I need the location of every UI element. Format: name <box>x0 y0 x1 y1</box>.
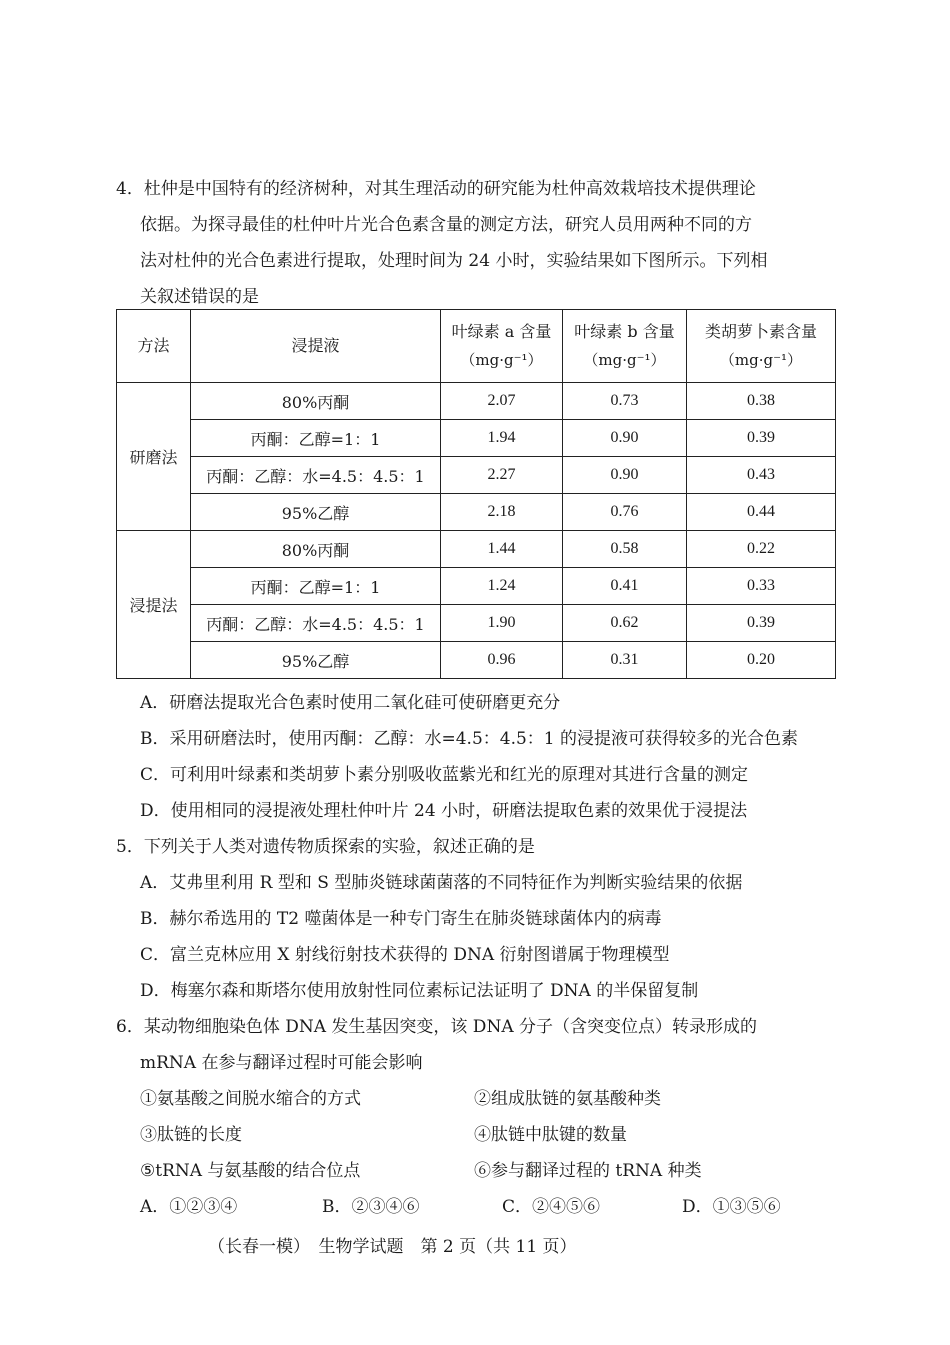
chl-a-cell: 1.94 <box>441 420 563 457</box>
header-carotenoid: 类胡萝卜素含量 （mg·g⁻¹） <box>687 310 836 383</box>
solvent-cell: 丙酮：乙醇：水=4.5：4.5：1 <box>191 457 441 494</box>
chl-a-cell: 0.96 <box>441 642 563 679</box>
q4-option-c: C．可利用叶绿素和类胡萝卜素分别吸收蓝紫光和红光的原理对其进行含量的测定 <box>140 765 749 785</box>
chl-a-cell: 1.24 <box>441 568 563 605</box>
header-chl-b: 叶绿素 b 含量 （mg·g⁻¹） <box>563 310 687 383</box>
chl-b-cell: 0.76 <box>563 494 687 531</box>
chl-b-cell: 0.62 <box>563 605 687 642</box>
carotenoid-cell: 0.20 <box>687 642 836 679</box>
solvent-cell: 95%乙醇 <box>191 494 441 531</box>
carotenoid-cell: 0.22 <box>687 531 836 568</box>
q4-stem-line-2: 依据。为探寻最佳的杜仲叶片光合色素含量的测定方法，研究人员用两种不同的方 <box>140 215 752 235</box>
header-solvent: 浸提液 <box>191 310 441 383</box>
carotenoid-cell: 0.39 <box>687 420 836 457</box>
carotenoid-cell: 0.44 <box>687 494 836 531</box>
chl-a-cell: 1.44 <box>441 531 563 568</box>
method-immersion: 浸提法 <box>117 531 191 679</box>
carotenoid-cell: 0.33 <box>687 568 836 605</box>
solvent-cell: 80%丙酮 <box>191 531 441 568</box>
chl-a-cell: 2.27 <box>441 457 563 494</box>
chl-a-cell: 1.90 <box>441 605 563 642</box>
q6-item-3: ③肽链的长度 <box>140 1125 242 1145</box>
table-row <box>117 383 836 420</box>
q6-option-b: B．②③④⑥ <box>322 1197 420 1217</box>
q5-option-a: A．艾弗里利用 R 型和 S 型肺炎链球菌菌落的不同特征作为判断实验结果的依据 <box>140 873 743 893</box>
q5-option-b: B．赫尔希选用的 T2 噬菌体是一种专门寄生在肺炎链球菌体内的病毒 <box>140 909 662 929</box>
q4-stem-line-3: 法对杜仲的光合色素进行提取，处理时间为 24 小时，实验结果如下图所示。下列相 <box>140 251 768 271</box>
q4-option-a: A．研磨法提取光合色素时使用二氧化硅可使研磨更充分 <box>140 693 561 713</box>
chl-b-cell: 0.90 <box>563 420 687 457</box>
table-row <box>117 605 836 642</box>
q4-stem-line-4: 关叙述错误的是 <box>140 287 259 307</box>
q6-option-c: C．②④⑤⑥ <box>502 1197 601 1217</box>
q5-option-d: D．梅塞尔森和斯塔尔使用放射性同位素标记法证明了 DNA 的半保留复制 <box>140 981 699 1001</box>
q6-stem-line-1: 6．某动物细胞染色体 DNA 发生基因突变，该 DNA 分子（含突变位点）转录形成的 <box>116 1017 757 1037</box>
q6-item-4: ④肽链中肽键的数量 <box>474 1125 627 1145</box>
q6-item-2: ②组成肽链的氨基酸种类 <box>474 1089 661 1109</box>
solvent-cell: 丙酮：乙醇：水=4.5：4.5：1 <box>191 605 441 642</box>
q6-item-5: ⑤tRNA 与氨基酸的结合位点 <box>140 1161 361 1181</box>
solvent-cell: 95%乙醇 <box>191 642 441 679</box>
table-row <box>117 642 836 679</box>
chl-b-cell: 0.58 <box>563 531 687 568</box>
carotenoid-cell: 0.38 <box>687 383 836 420</box>
chl-b-cell: 0.90 <box>563 457 687 494</box>
solvent-cell: 丙酮：乙醇=1：1 <box>191 568 441 605</box>
pigment-content-table <box>116 309 836 679</box>
q4-stem-line-1: 4．杜仲是中国特有的经济树种，对其生理活动的研究能为杜仲高效栽培技术提供理论 <box>116 179 756 199</box>
table-header-row <box>117 310 836 383</box>
q6-option-d: D．①③⑤⑥ <box>682 1197 781 1217</box>
chl-b-cell: 0.73 <box>563 383 687 420</box>
q6-item-6: ⑥参与翻译过程的 tRNA 种类 <box>474 1161 702 1181</box>
method-grinding: 研磨法 <box>117 383 191 531</box>
header-method: 方法 <box>117 310 191 383</box>
carotenoid-cell: 0.39 <box>687 605 836 642</box>
q6-option-a: A．①②③④ <box>140 1197 238 1217</box>
q6-item-1: ①氨基酸之间脱水缩合的方式 <box>140 1089 361 1109</box>
header-chl-a: 叶绿素 a 含量 （mg·g⁻¹） <box>441 310 563 383</box>
solvent-cell: 丙酮：乙醇=1：1 <box>191 420 441 457</box>
chl-a-cell: 2.18 <box>441 494 563 531</box>
q5-stem: 5．下列关于人类对遗传物质探索的实验，叙述正确的是 <box>116 837 535 857</box>
page-footer: （长春一模） 生物学试题 第 2 页（共 11 页） <box>208 1237 577 1257</box>
chl-a-cell: 2.07 <box>441 383 563 420</box>
chl-b-cell: 0.31 <box>563 642 687 679</box>
solvent-cell: 80%丙酮 <box>191 383 441 420</box>
q4-option-b: B．采用研磨法时，使用丙酮：乙醇：水=4.5：4.5：1 的浸提液可获得较多的光合色素 <box>140 729 799 749</box>
table-row <box>117 494 836 531</box>
table-row <box>117 457 836 494</box>
table-row <box>117 531 836 568</box>
table-row <box>117 420 836 457</box>
chl-b-cell: 0.41 <box>563 568 687 605</box>
table-row <box>117 568 836 605</box>
q6-stem-line-2: mRNA 在参与翻译过程时可能会影响 <box>140 1053 423 1073</box>
carotenoid-cell: 0.43 <box>687 457 836 494</box>
q4-option-d: D．使用相同的浸提液处理杜仲叶片 24 小时，研磨法提取色素的效果优于浸提法 <box>140 801 748 821</box>
q5-option-c: C．富兰克林应用 X 射线衍射技术获得的 DNA 衍射图谱属于物理模型 <box>140 945 670 965</box>
